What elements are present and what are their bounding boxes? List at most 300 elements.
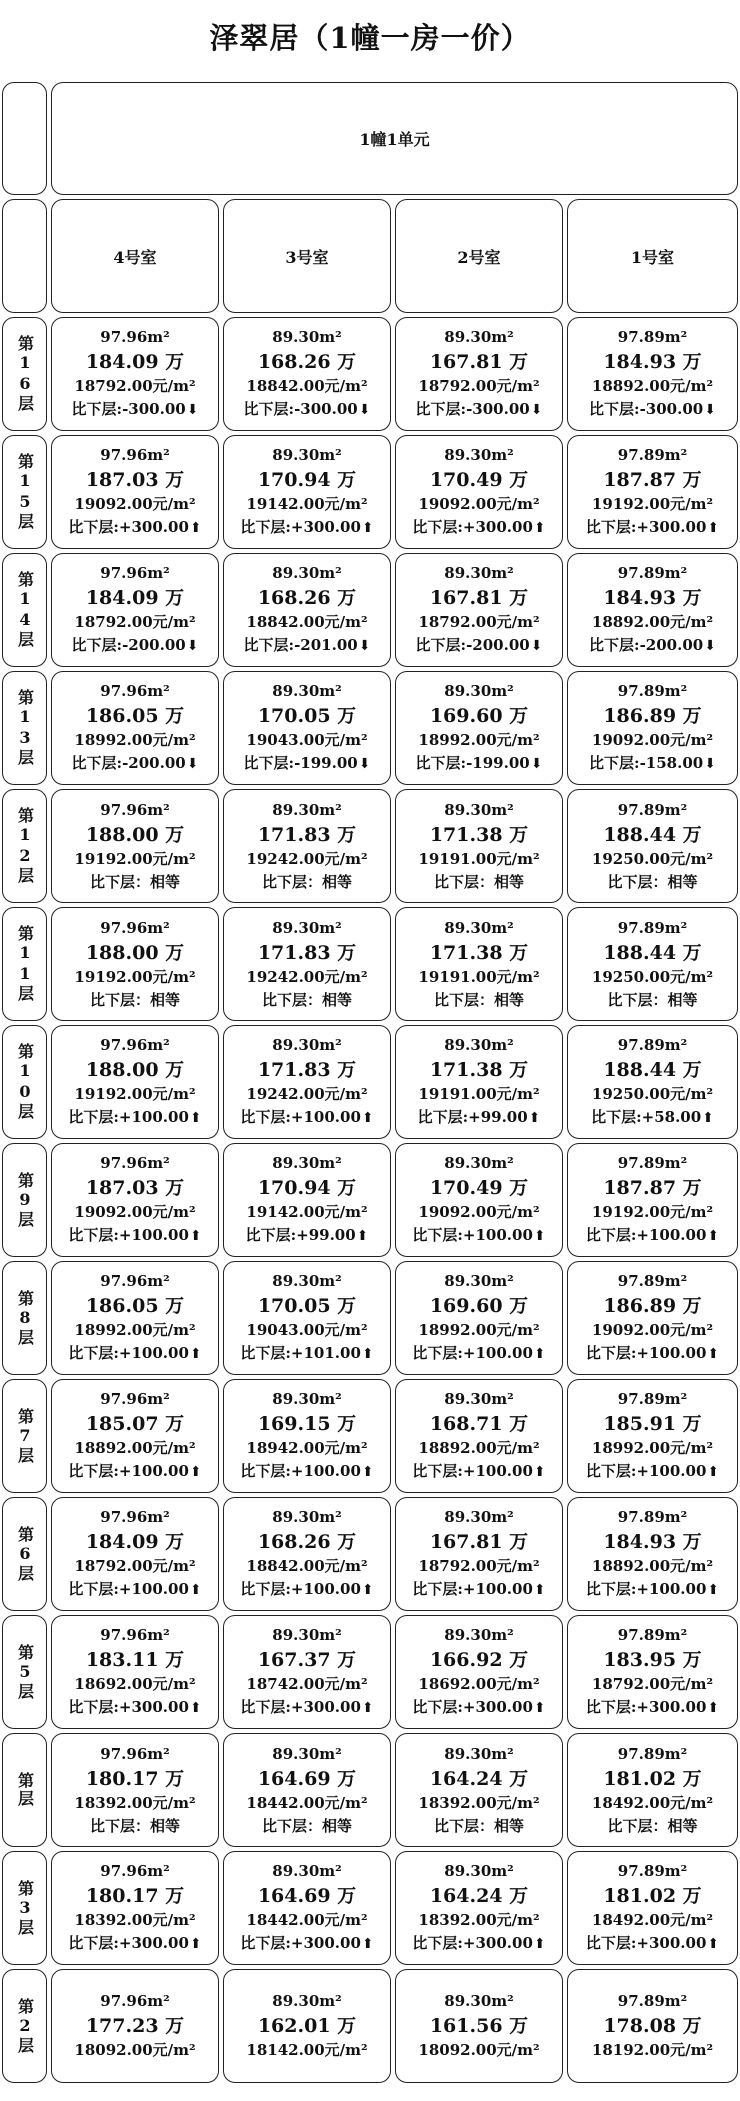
- unit-price-per-sqm: 19092.00元/m²: [591, 731, 714, 749]
- unit-total-price: 170.94 万: [257, 469, 357, 491]
- unit-total-price: 187.03 万: [85, 1177, 185, 1199]
- arrow-up-icon: ⬆: [189, 1464, 202, 1480]
- unit-price-per-sqm: 18092.00元/m²: [74, 2041, 196, 2059]
- unit-price-per-sqm: 18492.00元/m²: [591, 1793, 714, 1812]
- price-diff-line: [90, 989, 180, 1012]
- arrow-up-icon: ⬆: [707, 1582, 720, 1598]
- arrow-up-icon: ⬆: [707, 1228, 720, 1244]
- unit-cell: [395, 1379, 563, 1493]
- unit-area: 97.96m²: [100, 918, 170, 937]
- price-diff-text: 比下层：相等: [261, 990, 352, 1009]
- room-header: 2号室: [395, 199, 563, 313]
- unit-cell: [51, 907, 219, 1021]
- arrow-up-icon: ⬆: [361, 1936, 374, 1952]
- price-diff-line: [246, 1224, 369, 1248]
- unit-price-per-sqm: 18792.00元/m²: [418, 377, 540, 395]
- floor-label: 第13层: [15, 689, 35, 767]
- unit-price-per-sqm: 19250.00元/m²: [591, 967, 714, 986]
- floor-label: 第7层: [15, 1407, 35, 1465]
- room-header: 3号室: [223, 199, 391, 313]
- price-diff-text: 比下层:+100.00: [240, 1462, 361, 1480]
- floor-label-cell: [2, 435, 47, 549]
- unit-area: 97.96m²: [100, 1036, 170, 1054]
- price-diff-text: 比下层:+100.00: [68, 1108, 189, 1126]
- unit-total-price: 188.00 万: [85, 1059, 185, 1081]
- unit-cell: [395, 1025, 563, 1139]
- price-diff-line: [591, 1106, 714, 1130]
- unit-area: 89.30m²: [444, 1508, 514, 1526]
- unit-cell: [223, 553, 391, 667]
- price-diff-text: 比下层:-300.00: [243, 400, 358, 418]
- unit-area: 97.89m²: [617, 1272, 688, 1290]
- unit-area: 97.96m²: [100, 1508, 170, 1526]
- unit-area: 89.30m²: [272, 564, 342, 582]
- unit-area: 97.89m²: [617, 1862, 688, 1880]
- price-diff-text: 比下层：相等: [607, 872, 698, 891]
- unit-area: 97.96m²: [100, 1862, 170, 1880]
- unit-area: 97.96m²: [100, 1992, 170, 2010]
- price-diff-text: 比下层:+300.00: [585, 1698, 707, 1716]
- unit-price-per-sqm: 19092.00元/m²: [74, 495, 196, 513]
- unit-cell: [567, 789, 738, 903]
- room-header: 1号室: [567, 199, 738, 313]
- unit-area: 97.96m²: [100, 1744, 170, 1763]
- unit-cell: [567, 1025, 738, 1139]
- unit-price-per-sqm: 18842.00元/m²: [246, 377, 368, 395]
- arrow-up-icon: ⬆: [189, 1228, 202, 1244]
- arrow-up-icon: ⬆: [361, 1346, 374, 1362]
- price-diff-text: 比下层：相等: [607, 1816, 698, 1835]
- unit-price-per-sqm: 18842.00元/m²: [246, 613, 368, 631]
- unit-total-price: 188.44 万: [603, 941, 702, 964]
- price-diff-line: [586, 516, 719, 540]
- price-diff-text: 比下层:+100.00: [68, 1344, 189, 1362]
- unit-cell: [223, 1379, 391, 1493]
- unit-price-per-sqm: 18792.00元/m²: [74, 377, 196, 395]
- price-diff-text: 比下层:-300.00: [71, 400, 186, 418]
- price-diff-text: 比下层:+100.00: [585, 1344, 707, 1362]
- arrow-up-icon: ⬆: [533, 1582, 546, 1598]
- unit-total-price: 170.49 万: [429, 1177, 529, 1199]
- unit-area: 97.96m²: [100, 800, 170, 819]
- price-diff-line: [262, 989, 352, 1012]
- unit-cell: [567, 1379, 738, 1493]
- unit-cell: [395, 789, 563, 903]
- unit-total-price: 171.38 万: [429, 823, 529, 846]
- floor-label-cell: [2, 789, 47, 903]
- unit-area: 97.96m²: [100, 446, 170, 464]
- unit-total-price: 161.56 万: [429, 2015, 529, 2037]
- price-diff-line: [607, 989, 697, 1012]
- unit-area: 89.30m²: [444, 1390, 514, 1408]
- unit-price-per-sqm: 18692.00元/m²: [418, 1675, 540, 1693]
- arrow-up-icon: ⬆: [707, 1464, 720, 1480]
- price-diff-line: [72, 398, 199, 422]
- unit-cell: [51, 1497, 219, 1611]
- unit-area: 89.30m²: [444, 800, 514, 819]
- unit-total-price: 164.69 万: [257, 1767, 357, 1790]
- unit-cell: [223, 1969, 391, 2083]
- unit-total-price: 183.11 万: [85, 1649, 185, 1671]
- unit-price-per-sqm: 18392.00元/m²: [74, 1793, 196, 1812]
- unit-price-per-sqm: 18792.00元/m²: [591, 1675, 714, 1693]
- price-diff-line: [586, 1696, 719, 1720]
- unit-price-per-sqm: 19192.00元/m²: [591, 1203, 714, 1221]
- floor-label-cell: [2, 907, 47, 1021]
- arrow-up-icon: ⬆: [361, 1110, 374, 1126]
- unit-area: 89.30m²: [272, 1036, 342, 1054]
- unit-cell: [223, 435, 391, 549]
- unit-area: 89.30m²: [272, 1992, 342, 2010]
- unit-area: 89.30m²: [444, 918, 514, 937]
- price-diff-text: 比下层:-300.00: [415, 400, 530, 418]
- floor-label: 第16层: [15, 335, 35, 413]
- floor-label: 第8层: [15, 1289, 35, 1347]
- unit-total-price: 168.26 万: [257, 351, 357, 373]
- floor-label-cell: [2, 1733, 47, 1847]
- unit-price-per-sqm: 18442.00元/m²: [246, 1793, 368, 1812]
- price-diff-text: 比下层:+99.00: [417, 1108, 528, 1126]
- unit-total-price: 170.49 万: [429, 469, 529, 491]
- unit-cell: [51, 1733, 219, 1847]
- unit-total-price: 184.93 万: [603, 587, 702, 609]
- unit-area: 97.96m²: [100, 1390, 170, 1408]
- price-diff-line: [586, 1342, 719, 1366]
- unit-cell: [51, 1025, 219, 1139]
- price-diff-line: [68, 1460, 201, 1484]
- arrow-up-icon: ⬆: [356, 1228, 369, 1244]
- price-diff-text: 比下层:+300.00: [412, 1934, 533, 1952]
- floor-label-cell: [2, 1261, 47, 1375]
- unit-total-price: 184.93 万: [603, 1531, 702, 1553]
- unit-total-price: 167.81 万: [429, 587, 529, 609]
- price-diff-line: [240, 1106, 373, 1130]
- arrow-down-icon: ⬇: [704, 638, 716, 654]
- unit-price-per-sqm: 19092.00元/m²: [418, 495, 540, 513]
- floor-label: 第12层: [15, 807, 35, 885]
- unit-total-price: 171.83 万: [257, 823, 357, 846]
- price-diff-line: [240, 1932, 373, 1956]
- price-diff-text: 比下层:-200.00: [589, 636, 704, 654]
- price-diff-line: [412, 1342, 545, 1366]
- price-diff-line: [434, 989, 524, 1012]
- arrow-up-icon: ⬆: [533, 1700, 546, 1716]
- floor-label-cell: [2, 1143, 47, 1257]
- floor-label-cell: [2, 671, 47, 785]
- unit-cell: [223, 907, 391, 1021]
- unit-total-price: 185.91 万: [603, 1413, 702, 1435]
- unit-area: 89.30m²: [272, 1508, 342, 1526]
- corner-cell-2: [2, 199, 47, 313]
- unit-price-per-sqm: 18992.00元/m²: [418, 1321, 540, 1339]
- unit-area: 97.89m²: [617, 1154, 688, 1172]
- unit-cell: [51, 317, 219, 431]
- arrow-up-icon: ⬆: [533, 1346, 546, 1362]
- unit-total-price: 168.71 万: [429, 1413, 529, 1435]
- unit-price-per-sqm: 18992.00元/m²: [74, 731, 196, 749]
- unit-total-price: 167.81 万: [429, 351, 529, 373]
- unit-total-price: 164.24 万: [429, 1885, 529, 1907]
- arrow-down-icon: ⬇: [530, 638, 543, 654]
- unit-cell: [395, 435, 563, 549]
- unit-cell: [223, 1143, 391, 1257]
- price-diff-text: 比下层:+100.00: [412, 1226, 533, 1244]
- unit-total-price: 170.94 万: [257, 1177, 357, 1199]
- unit-cell: [223, 1733, 391, 1847]
- unit-price-per-sqm: 19191.00元/m²: [418, 967, 540, 986]
- arrow-up-icon: ⬆: [189, 1110, 202, 1126]
- price-diff-text: 比下层:+100.00: [68, 1226, 189, 1244]
- floor-label: 第2层: [15, 1997, 35, 2055]
- unit-price-per-sqm: 18892.00元/m²: [591, 1557, 714, 1575]
- floor-label: 第6层: [15, 1525, 35, 1583]
- unit-area: 89.30m²: [444, 446, 514, 464]
- unit-area: 89.30m²: [272, 328, 342, 346]
- price-diff-line: [412, 1932, 545, 1956]
- unit-area: 97.89m²: [617, 1626, 688, 1644]
- unit-total-price: 184.09 万: [85, 1531, 185, 1553]
- unit-cell: [51, 1851, 219, 1965]
- unit-price-per-sqm: 19142.00元/m²: [246, 1203, 368, 1221]
- unit-cell: [51, 435, 219, 549]
- unit-price-per-sqm: 19043.00元/m²: [246, 1321, 368, 1339]
- unit-total-price: 187.03 万: [85, 469, 185, 491]
- unit-area: 89.30m²: [444, 1626, 514, 1644]
- unit-cell: [395, 1497, 563, 1611]
- unit-cell: [395, 1969, 563, 2083]
- unit-total-price: 186.05 万: [85, 1295, 185, 1317]
- unit-total-price: 188.00 万: [85, 941, 185, 964]
- floor-label-cell: [2, 1025, 47, 1139]
- unit-price-per-sqm: 18492.00元/m²: [591, 1911, 714, 1929]
- arrow-up-icon: ⬆: [189, 520, 202, 536]
- unit-cell: [51, 1143, 219, 1257]
- unit-cell: [395, 317, 563, 431]
- floor-label: 第9层: [15, 1171, 35, 1229]
- unit-total-price: 187.87 万: [603, 1177, 702, 1199]
- unit-price-per-sqm: 19043.00元/m²: [246, 731, 368, 749]
- arrow-down-icon: ⬇: [358, 638, 371, 654]
- price-diff-text: 比下层:-158.00: [589, 754, 704, 772]
- unit-area: 89.30m²: [272, 446, 342, 464]
- unit-area: 89.30m²: [272, 800, 342, 819]
- price-diff-text: 比下层:+100.00: [68, 1580, 189, 1598]
- unit-total-price: 168.26 万: [257, 587, 357, 609]
- unit-total-price: 184.93 万: [603, 351, 702, 373]
- unit-cell: [223, 1497, 391, 1611]
- unit-area: 97.89m²: [617, 682, 688, 700]
- unit-price-per-sqm: 18192.00元/m²: [591, 2041, 714, 2059]
- unit-cell: [567, 435, 738, 549]
- arrow-up-icon: ⬆: [707, 1700, 720, 1716]
- arrow-up-icon: ⬆: [533, 1228, 546, 1244]
- unit-price-per-sqm: 19192.00元/m²: [74, 1085, 196, 1103]
- floor-label-cell: [2, 1851, 47, 1965]
- price-diff-line: [586, 1460, 719, 1484]
- price-diff-line: [90, 1815, 180, 1838]
- unit-total-price: 186.05 万: [85, 705, 185, 727]
- arrow-up-icon: ⬆: [189, 1700, 202, 1716]
- price-diff-line: [68, 1696, 201, 1720]
- unit-total-price: 162.01 万: [257, 2015, 357, 2037]
- unit-total-price: 167.37 万: [257, 1649, 357, 1671]
- unit-area: 97.89m²: [617, 1508, 688, 1526]
- unit-price-per-sqm: 19242.00元/m²: [246, 967, 368, 986]
- arrow-up-icon: ⬆: [707, 1936, 720, 1952]
- price-diff-line: [412, 1224, 545, 1248]
- unit-price-per-sqm: 19250.00元/m²: [591, 1085, 714, 1103]
- unit-cell: [395, 1733, 563, 1847]
- price-diff-text: 比下层:+300.00: [585, 518, 707, 536]
- unit-area: 97.89m²: [617, 1036, 688, 1054]
- unit-price-per-sqm: 18392.00元/m²: [418, 1793, 540, 1812]
- unit-area: 97.96m²: [100, 1626, 170, 1644]
- unit-total-price: 164.69 万: [257, 1885, 357, 1907]
- price-diff-text: 比下层:-200.00: [71, 636, 186, 654]
- unit-total-price: 178.08 万: [603, 2015, 702, 2037]
- unit-total-price: 187.87 万: [603, 469, 702, 491]
- price-diff-text: 比下层：相等: [89, 990, 180, 1009]
- unit-total-price: 171.38 万: [429, 941, 529, 964]
- unit-area: 97.96m²: [100, 1154, 170, 1172]
- price-diff-text: 比下层:+100.00: [412, 1344, 533, 1362]
- unit-area: 89.30m²: [444, 328, 514, 346]
- unit-price-per-sqm: 18392.00元/m²: [418, 1911, 540, 1929]
- unit-price-per-sqm: 19192.00元/m²: [591, 495, 714, 513]
- unit-total-price: 169.15 万: [257, 1413, 357, 1435]
- price-diff-line: [412, 516, 545, 540]
- floor-label-cell: [2, 1969, 47, 2083]
- price-diff-line: [607, 1815, 697, 1838]
- unit-cell: [567, 1497, 738, 1611]
- unit-cell: [567, 1615, 738, 1729]
- unit-cell: [567, 1143, 738, 1257]
- price-diff-line: [72, 752, 199, 776]
- unit-cell: [567, 1969, 738, 2083]
- price-diff-line: [434, 871, 524, 894]
- unit-price-per-sqm: 18092.00元/m²: [418, 2041, 540, 2059]
- price-diff-line: [68, 1224, 201, 1248]
- unit-area: 89.30m²: [444, 564, 514, 582]
- arrow-up-icon: ⬆: [707, 520, 720, 536]
- floor-label-cell: [2, 1379, 47, 1493]
- floor-label-cell: [2, 317, 47, 431]
- unit-total-price: 183.95 万: [603, 1649, 702, 1671]
- unit-cell: [223, 317, 391, 431]
- unit-cell: [51, 1969, 219, 2083]
- price-diff-line: [240, 516, 373, 540]
- price-diff-line: [68, 1932, 201, 1956]
- unit-area: 97.89m²: [617, 328, 688, 346]
- arrow-down-icon: ⬇: [186, 638, 199, 654]
- arrow-down-icon: ⬇: [358, 402, 371, 418]
- unit-area: 97.96m²: [100, 1272, 170, 1290]
- unit-area: 89.30m²: [444, 1154, 514, 1172]
- unit-cell: [223, 1261, 391, 1375]
- price-diff-text: 比下层:+100.00: [68, 1462, 189, 1480]
- unit-total-price: 171.83 万: [257, 941, 357, 964]
- unit-total-price: 184.09 万: [85, 351, 185, 373]
- unit-total-price: 184.09 万: [85, 587, 185, 609]
- arrow-down-icon: ⬇: [704, 402, 716, 418]
- unit-total-price: 181.02 万: [603, 1767, 702, 1790]
- unit-area: 97.89m²: [617, 1992, 688, 2010]
- unit-total-price: 166.92 万: [429, 1649, 529, 1671]
- unit-price-per-sqm: 19142.00元/m²: [246, 495, 368, 513]
- page-title: 泽翠居（1幢一房一价）: [209, 21, 531, 55]
- unit-price-per-sqm: 19191.00元/m²: [418, 1085, 540, 1103]
- arrow-up-icon: ⬆: [707, 1346, 720, 1362]
- unit-cell: [395, 671, 563, 785]
- price-diff-text: 比下层：相等: [433, 990, 524, 1009]
- price-diff-text: 比下层:+300.00: [240, 518, 361, 536]
- unit-area: 97.96m²: [100, 564, 170, 582]
- unit-area: 97.89m²: [617, 1744, 688, 1763]
- unit-area: 89.30m²: [444, 1862, 514, 1880]
- unit-area: 97.89m²: [617, 918, 688, 937]
- unit-total-price: 170.05 万: [257, 1295, 357, 1317]
- price-diff-line: [434, 1815, 524, 1838]
- arrow-up-icon: ⬆: [528, 1110, 541, 1126]
- price-diff-line: [412, 1696, 545, 1720]
- price-diff-text: 比下层：相等: [607, 990, 698, 1009]
- price-diff-text: 比下层:+100.00: [412, 1580, 533, 1598]
- unit-area: 89.30m²: [444, 1744, 514, 1763]
- price-diff-text: 比下层:+300.00: [412, 518, 533, 536]
- unit-total-price: 180.17 万: [85, 1767, 185, 1790]
- price-diff-line: [90, 871, 180, 894]
- unit-total-price: 180.17 万: [85, 1885, 185, 1907]
- unit-total-price: 171.38 万: [429, 1059, 529, 1081]
- unit-total-price: 188.44 万: [603, 823, 702, 846]
- unit-price-per-sqm: 19250.00元/m²: [591, 849, 714, 868]
- arrow-up-icon: ⬆: [189, 1346, 202, 1362]
- price-diff-line: [68, 1342, 201, 1366]
- unit-total-price: 171.83 万: [257, 1059, 357, 1081]
- price-diff-text: 比下层:+100.00: [585, 1226, 707, 1244]
- price-diff-text: 比下层:-200.00: [415, 636, 530, 654]
- arrow-up-icon: ⬆: [533, 520, 546, 536]
- price-diff-text: 比下层：相等: [89, 872, 180, 891]
- unit-cell: [51, 1615, 219, 1729]
- price-diff-line: [244, 398, 371, 422]
- unit-total-price: 169.60 万: [429, 1295, 529, 1317]
- unit-cell: [567, 907, 738, 1021]
- floor-label: 第11层: [15, 925, 35, 1003]
- arrow-up-icon: ⬆: [361, 1700, 374, 1716]
- unit-cell: [567, 1261, 738, 1375]
- unit-cell: [395, 1143, 563, 1257]
- price-diff-line: [240, 1342, 373, 1366]
- unit-cell: [51, 1379, 219, 1493]
- unit-cell: [51, 671, 219, 785]
- price-diff-line: [240, 1578, 373, 1602]
- price-diff-text: 比下层：相等: [261, 872, 352, 891]
- unit-area: 97.89m²: [617, 800, 688, 819]
- unit-price-per-sqm: 18392.00元/m²: [74, 1911, 196, 1929]
- price-diff-text: 比下层:+300.00: [68, 1698, 189, 1716]
- price-diff-text: 比下层：相等: [261, 1816, 352, 1835]
- unit-price-per-sqm: 18942.00元/m²: [246, 1439, 368, 1457]
- unit-cell: [223, 1025, 391, 1139]
- arrow-down-icon: ⬇: [704, 756, 716, 772]
- unit-area: 97.89m²: [617, 564, 688, 582]
- price-diff-line: [244, 634, 371, 658]
- unit-total-price: 167.81 万: [429, 1531, 529, 1553]
- price-diff-text: 比下层:+300.00: [585, 1934, 707, 1952]
- price-diff-text: 比下层:-200.00: [71, 754, 186, 772]
- unit-total-price: 169.60 万: [429, 705, 529, 727]
